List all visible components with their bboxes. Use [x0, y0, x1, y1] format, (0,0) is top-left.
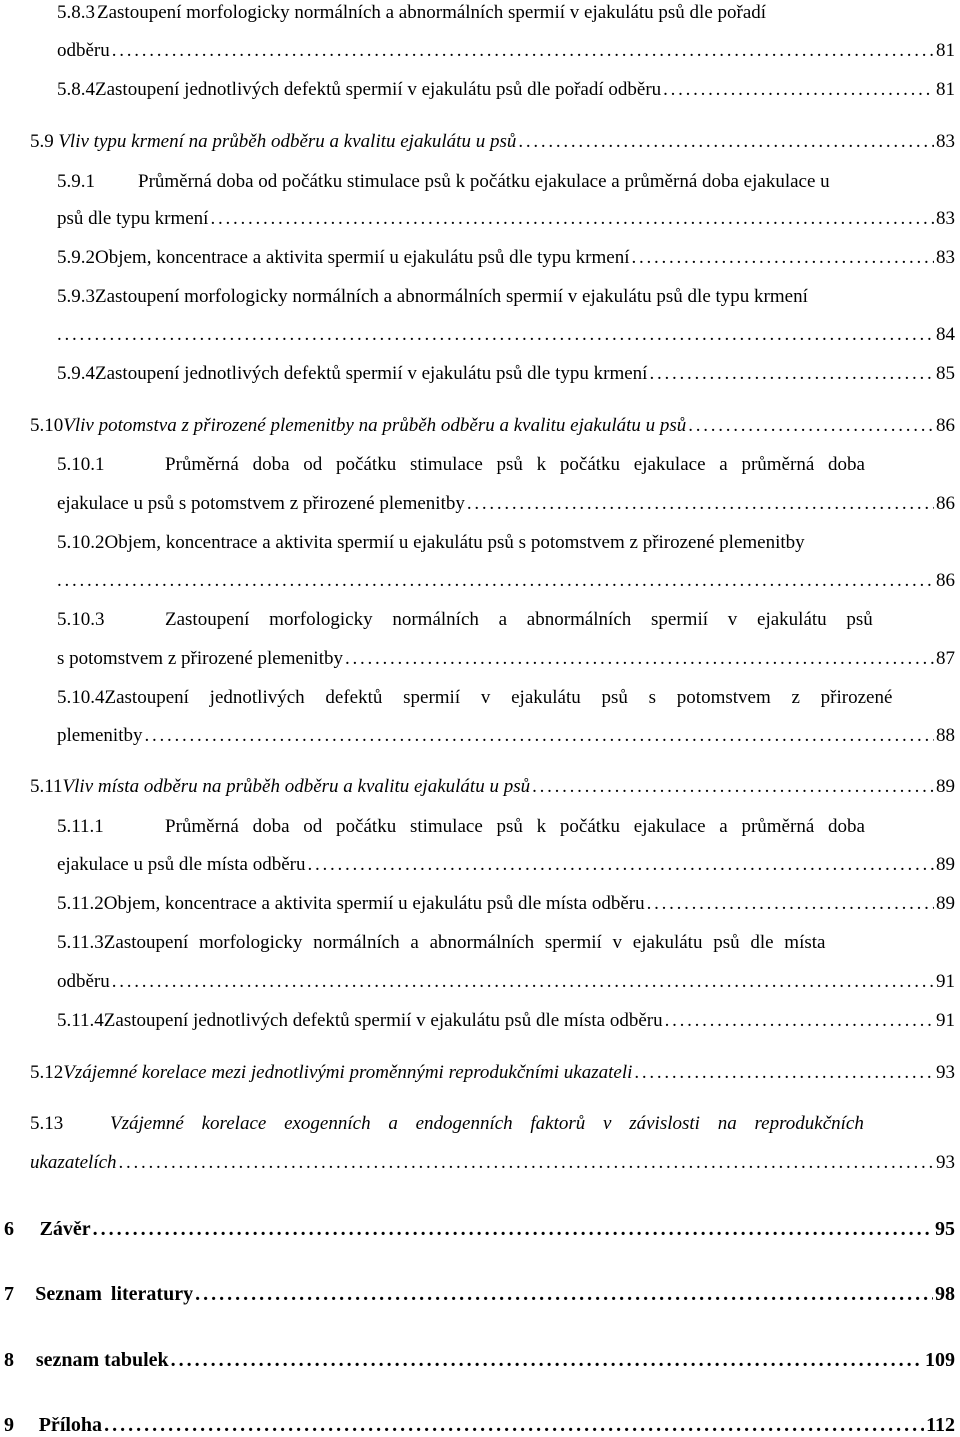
toc-entry-number: 5.11.3: [57, 932, 104, 953]
toc-leader: [631, 246, 934, 270]
toc-leader: [532, 775, 934, 799]
toc-page-number: 85: [936, 363, 955, 384]
toc-entry-number: 5.9.4: [57, 363, 95, 384]
toc-leader: [112, 39, 934, 63]
toc-leader: [93, 1217, 933, 1241]
toc-leader: [663, 78, 934, 102]
toc-entry-5-10-4[interactable]: [57, 686, 955, 710]
toc-entry-5-11-1-cont[interactable]: [57, 853, 955, 877]
toc-entry-5-9-1-cont[interactable]: [57, 207, 955, 231]
toc-entry-title: Zastoupení jednotlivých defektů spermií v ejakulátu psů dle pořadí odběru: [95, 79, 662, 100]
toc-entry-5-10-2[interactable]: [57, 531, 955, 555]
toc-entry-title-cont: psů dle typu krmení: [57, 208, 209, 229]
toc-entry-5-10-2-cont[interactable]: [57, 569, 955, 593]
toc-entry-title: Objem, koncentrace a aktivita spermií u ejakulátu psů dle typu krmení: [95, 247, 630, 268]
toc-leader: [688, 414, 934, 438]
toc-leader: [57, 323, 934, 347]
toc-entry-number: 5.10.1: [57, 454, 105, 475]
toc-entry-title: Závěr: [39, 1218, 91, 1240]
toc-entry-title: Průměrná doba od počátku stimulace psů k počátku ejakulace a průměrná doba: [165, 816, 865, 837]
toc-chapter-8[interactable]: [4, 1348, 955, 1372]
toc-entry-title: Zastoupení morfologicky normálních a abnormálních spermií v ejakulátu psů: [165, 609, 873, 630]
toc-entry-title-cont: plemenitby: [57, 725, 143, 746]
toc-entry-number: 5.8.3: [57, 2, 95, 23]
toc-entry-5-8-3[interactable]: [57, 1, 955, 25]
toc-page-number: 91: [936, 971, 955, 992]
toc-entry-title: Příloha: [38, 1414, 103, 1436]
toc-entry-5-11-3-cont[interactable]: [57, 970, 955, 994]
toc-page-number: 112: [926, 1414, 955, 1436]
toc-entry-5-10-3[interactable]: [57, 608, 955, 632]
toc-entry-5-9-3[interactable]: [57, 285, 955, 309]
toc-entry-title: Vliv typu krmení na průběh odběru a kvalitu ejakulátu u psů: [58, 131, 517, 152]
toc-page-number: 95: [935, 1218, 955, 1240]
toc-entry-title: Vliv potomstva z přirozené plemenitby na průběh odběru a kvalitu ejakulátu u psů: [63, 415, 687, 436]
toc-leader: [210, 207, 934, 231]
toc-page-number: 88: [936, 725, 955, 746]
toc-page-number: 89: [936, 854, 955, 875]
toc-entry-title: Průměrná doba od počátku stimulace psů k počátku ejakulace a průměrná doba ejakulace u: [138, 171, 830, 192]
toc-page-number: 83: [936, 131, 955, 152]
toc-entry-title: Vzájemné korelace exogenních a endogenních faktorů v závislosti na reprodukčních: [110, 1113, 864, 1134]
toc-entry-5-12[interactable]: [30, 1061, 955, 1085]
toc-entry-title-cont: odběru: [57, 40, 110, 61]
toc-entry-5-10-1-cont[interactable]: [57, 492, 955, 516]
toc-page-number: 84: [936, 324, 955, 345]
toc-entry-title: Seznam literatury: [35, 1283, 194, 1305]
toc-entry-number: 5.11: [30, 776, 63, 797]
toc-entry-5-11-1[interactable]: [57, 815, 955, 839]
toc-entry-number: 5.11.4: [57, 1010, 104, 1031]
toc-entry-5-13-cont[interactable]: [30, 1151, 955, 1175]
toc-entry-number: 5.9: [30, 131, 54, 152]
toc-entry-number: 5.10: [30, 415, 64, 436]
toc-entry-5-13[interactable]: [30, 1112, 955, 1136]
toc-entry-5-8-3-cont[interactable]: [57, 39, 955, 63]
toc-entry-5-11-2[interactable]: [57, 892, 955, 916]
toc-leader: [649, 362, 934, 386]
toc-entry-number: 8: [4, 1349, 14, 1371]
toc-page-number: 86: [936, 415, 955, 436]
toc-entry-title: Objem, koncentrace a aktivita spermií u ejakulátu psů dle místa odběru: [103, 893, 645, 914]
toc-entry-title-cont: ukazatelích: [30, 1152, 117, 1173]
toc-entry-5-9-1[interactable]: [57, 170, 955, 194]
toc-entry-title: Vzájemné korelace mezi jednotlivými proměnnými reprodukčními ukazateli: [63, 1062, 633, 1083]
toc-entry-5-10-4-cont[interactable]: [57, 724, 955, 748]
toc-leader: [308, 853, 934, 877]
toc-entry-5-10-3-cont[interactable]: [57, 647, 955, 671]
toc-entry-5-10-1[interactable]: [57, 453, 955, 477]
toc-page-number: 81: [936, 40, 955, 61]
toc-page-number: 83: [936, 247, 955, 268]
toc-entry-title: Objem, koncentrace a aktivita spermií u ejakulátu psů s potomstvem z přirozené plemenitby: [104, 532, 805, 553]
toc-page-number: 98: [935, 1283, 955, 1305]
toc-entry-number: 5.9.1: [57, 171, 95, 192]
toc-entry-title: seznam tabulek: [35, 1349, 169, 1371]
toc-entry-title-cont: odběru: [57, 971, 110, 992]
toc-entry-number: 9: [4, 1414, 14, 1436]
toc-entry-number: 5.9.3: [57, 286, 95, 307]
toc-leader: [467, 492, 934, 516]
toc-leader: [345, 647, 934, 671]
toc-leader: [634, 1061, 934, 1085]
toc-leader: [119, 1151, 934, 1175]
toc-entry-number: 5.10.4: [57, 687, 105, 708]
toc-leader: [195, 1282, 933, 1306]
toc-entry-title: Zastoupení morfologicky normálních a abnormálních spermií v ejakulátu psů dle místa: [103, 932, 826, 953]
toc-entry-number: 5.8.4: [57, 79, 95, 100]
toc-entry-title: Průměrná doba od počátku stimulace psů k počátku ejakulace a průměrná doba: [165, 454, 865, 475]
toc-leader: [518, 130, 934, 154]
toc-leader: [104, 1413, 924, 1437]
toc-page-number: 81: [936, 79, 955, 100]
toc-page-number: 109: [925, 1349, 955, 1371]
toc-leader: [665, 1009, 934, 1033]
toc-entry-number: 5.11.1: [57, 816, 104, 837]
toc-entry-5-11-3[interactable]: [57, 931, 955, 955]
toc-entry-number: 5.13: [30, 1113, 64, 1134]
toc-leader: [112, 970, 934, 994]
toc-entry-5-9-4[interactable]: [57, 362, 955, 386]
toc-entry-number: 7: [4, 1283, 14, 1305]
toc-entry-5-11[interactable]: [30, 775, 955, 799]
toc-entry-5-9-2[interactable]: [57, 246, 955, 270]
toc-entry-title: Zastoupení jednotlivých defektů spermií v ejakulátu psů dle místa odběru: [103, 1010, 663, 1031]
toc-entry-5-11-4[interactable]: [57, 1009, 955, 1033]
toc-page-number: 91: [936, 1010, 955, 1031]
toc-page-number: 93: [936, 1152, 955, 1173]
toc-entry-number: 5.10.2: [57, 532, 105, 553]
toc-chapter-6[interactable]: [4, 1217, 955, 1241]
toc-entry-title-cont: ejakulace u psů dle místa odběru: [57, 854, 306, 875]
toc-page-number: 86: [936, 493, 955, 514]
toc-page-number: 89: [936, 893, 955, 914]
toc-entry-number: 5.12: [30, 1062, 64, 1083]
toc-entry-number: 5.11.2: [57, 893, 104, 914]
toc-leader: [57, 569, 934, 593]
toc-entry-title: Zastoupení jednotlivých defektů spermií v ejakulátu psů s potomstvem z přirozené: [104, 687, 893, 708]
toc-entry-5-9-3-cont[interactable]: [57, 323, 955, 347]
toc-entry-5-8-4[interactable]: [57, 78, 955, 102]
toc-page-number: 86: [936, 570, 955, 591]
toc-entry-title-cont: s potomstvem z přirozené plemenitby: [57, 648, 343, 669]
toc-entry-number: 6: [4, 1218, 14, 1240]
toc-entry-title-cont: ejakulace u psů s potomstvem z přirozené plemenitby: [57, 493, 465, 514]
toc-chapter-9[interactable]: [4, 1413, 955, 1437]
toc-entry-title: Zastoupení morfologicky normálních a abnormálních spermií v ejakulátu psů dle pořadí: [97, 2, 767, 23]
toc-entry-title: Vliv místa odběru na průběh odběru a kvalitu ejakulátu u psů: [62, 776, 531, 797]
toc-page-number: 83: [936, 208, 955, 229]
toc-page-number: 87: [936, 648, 955, 669]
toc-chapter-7[interactable]: [4, 1282, 955, 1306]
toc-entry-title: Zastoupení morfologicky normálních a abnormálních spermií v ejakulátu psů dle typu krmení: [95, 286, 808, 307]
toc-entry-5-10[interactable]: [30, 414, 955, 438]
toc-leader: [647, 892, 934, 916]
toc-entry-5-9[interactable]: [30, 130, 955, 154]
toc-page-number: 89: [936, 776, 955, 797]
toc-page-number: 93: [936, 1062, 955, 1083]
toc-entry-title: Zastoupení jednotlivých defektů spermií v ejakulátu psů dle typu krmení: [95, 363, 648, 384]
toc-leader: [144, 724, 934, 748]
toc-leader: [171, 1348, 923, 1372]
toc-entry-number: 5.9.2: [57, 247, 95, 268]
toc-entry-number: 5.10.3: [57, 609, 105, 630]
